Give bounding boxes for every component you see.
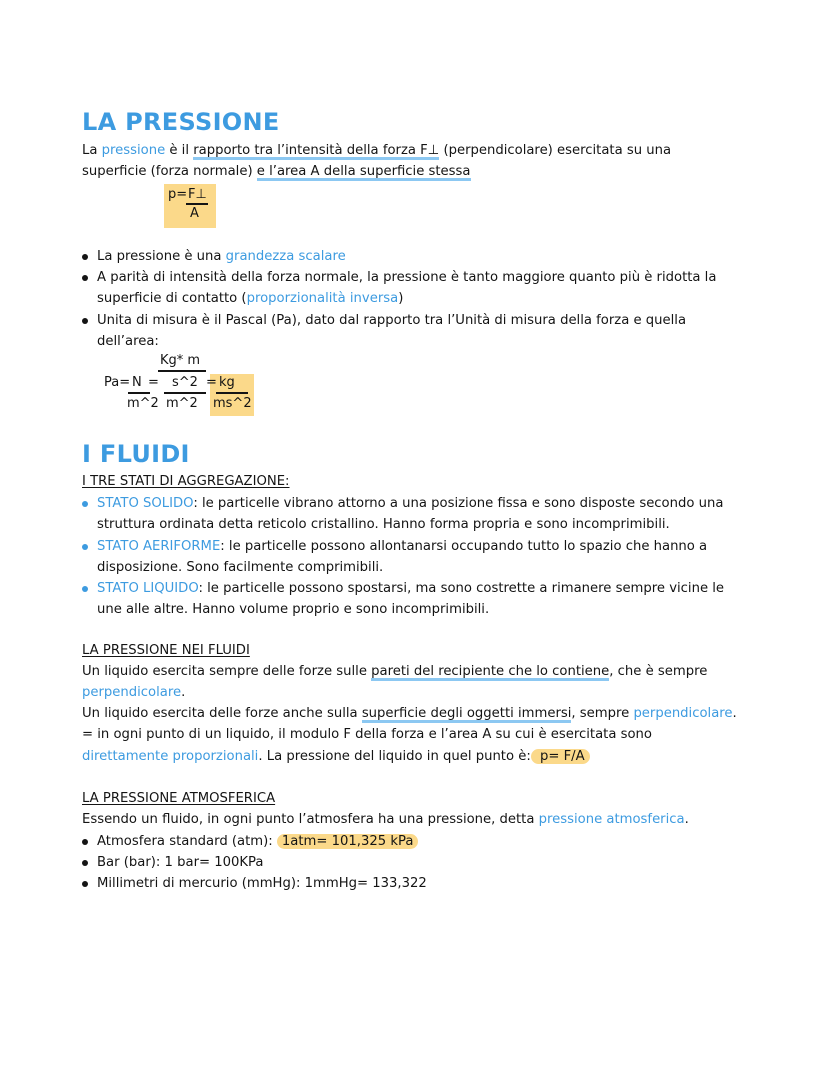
highlight-formula: p= F/A (531, 749, 590, 764)
term-pressione: pressione (101, 143, 166, 158)
text: ) (398, 291, 404, 306)
text: : le particelle possono spostarsi, ma sono costrette a rimanere sempre vicine le (198, 581, 725, 596)
bullet-icon (82, 318, 88, 324)
formula-numerator: F⊥ (188, 187, 207, 202)
paragraph-line (82, 683, 185, 703)
unit-kgm: Kg* m (160, 353, 201, 368)
text: Un liquido esercita sempre delle forze sulle (82, 664, 372, 679)
bullet-icon (82, 881, 88, 887)
text: : le particelle possono allontanarsi occupando tutto lo spazio che hanno a (220, 539, 708, 554)
bullet-icon (82, 501, 88, 507)
bullet-icon (82, 275, 88, 281)
unit-eq1: = (148, 375, 159, 390)
bullet-icon (82, 839, 88, 845)
text: . (732, 706, 737, 721)
unit-m2a: m^2 (127, 396, 159, 411)
text: Bar (bar): 1 bar= 100KPa (97, 855, 264, 870)
text: dell’area: (97, 334, 159, 349)
unit-m2b: m^2 (166, 396, 198, 411)
text: Unita di misura è il Pascal (Pa), dato dal rapporto tra l’Unità di misura della forza e quella (97, 313, 687, 328)
text: superficie di contatto ( (97, 291, 247, 306)
text: . La pressione del liquido in quel punto è: (258, 749, 531, 764)
unit-ms2: ms^2 (213, 396, 252, 411)
unit-s2: s^2 (172, 375, 198, 390)
underlined-text: superficie degli oggetti immersi (361, 706, 572, 721)
subtitle-stati: I TRE STATI DI AGGREGAZIONE: (82, 474, 290, 489)
text: Essendo un fluido, in ogni punto l’atmosfera ha una pressione, detta (82, 812, 539, 827)
term-stato-aeriforme: STATO AERIFORME (97, 539, 221, 554)
text: A parità di intensità della forza normale, la pressione è tanto maggiore quanto più è ridotta la (97, 270, 717, 285)
paragraph-line: = in ogni punto di un liquido, il modulo F della forza e l’area A su cui è esercitata sono (82, 727, 652, 742)
term-perpendicolare: perpendicolare (633, 706, 733, 721)
text: Un liquido esercita delle forze anche sulla (82, 706, 362, 721)
term-direttamente-proporzionali: direttamente proporzionali (82, 749, 259, 764)
fraction-line (158, 370, 206, 372)
fraction-line (128, 392, 150, 394)
text: , sempre (571, 706, 634, 721)
bullet-icon (82, 860, 88, 866)
bullet-icon (82, 586, 88, 592)
text: : le particelle vibrano attorno a una posizione fissa e sono disposte secondo una (193, 496, 724, 511)
text: , che è sempre (609, 664, 708, 679)
term-pressione-atmosferica: pressione atmosferica (538, 812, 685, 827)
unit-eq2: = (206, 375, 217, 390)
paragraph-line (82, 704, 737, 724)
underlined-text: rapporto tra l’intensità della forza F⊥ (193, 143, 440, 158)
unit-lhs: Pa= (104, 375, 131, 390)
term-stato-solido: STATO SOLIDO (97, 496, 194, 511)
fraction-line (164, 392, 206, 394)
formula-denominator: A (190, 206, 199, 221)
title-i-fluidi: I FLUIDI (82, 440, 190, 468)
unit-kg: kg (219, 375, 235, 390)
paragraph-line (82, 662, 707, 682)
fraction-line (186, 203, 208, 205)
text: superficie (forza normale) (82, 164, 257, 179)
unit-n: N (132, 375, 142, 390)
intro-line-1 (82, 141, 671, 161)
subtitle-pressione-fluidi: LA PRESSIONE NEI FLUIDI (82, 643, 250, 658)
term-proporzionalita-inversa: proporzionalità inversa (246, 291, 399, 306)
text: La pressione è una (97, 249, 226, 264)
intro-line-2 (82, 162, 471, 182)
underlined-text: pareti del recipiente che lo contiene (371, 664, 610, 679)
term-stato-liquido: STATO LIQUIDO (97, 581, 199, 596)
text: . (684, 812, 689, 827)
paragraph-line (82, 810, 689, 830)
text: (perpendicolare) esercitata su una (439, 143, 672, 158)
bullet-icon (82, 254, 88, 260)
fraction-line (216, 392, 248, 394)
term-grandezza-scalare: grandezza scalare (225, 249, 346, 264)
formula-lhs: p= (168, 187, 188, 202)
title-la-pressione: LA PRESSIONE (82, 108, 280, 136)
underlined-text: e l’area A della superficie stessa (256, 164, 471, 179)
text: une alle altre. Hanno volume proprio e sono incomprimibili. (97, 602, 490, 617)
text: . (181, 685, 186, 700)
term-perpendicolare: perpendicolare (82, 685, 182, 700)
text: disposizione. Sono facilmente comprimibili. (97, 560, 384, 575)
text: Atmosfera standard (atm): (97, 834, 277, 849)
highlight-atm: 1atm= 101,325 kPa (277, 834, 419, 849)
text: Millimetri di mercurio (mmHg): 1mmHg= 133,322 (97, 876, 427, 891)
bullet-icon (82, 544, 88, 550)
text: è il (165, 143, 194, 158)
subtitle-pressione-atmosferica: LA PRESSIONE ATMOSFERICA (82, 791, 276, 806)
text: struttura ordinata detta reticolo cristallino. Hanno forma propria e sono incomprimibili. (97, 517, 670, 532)
text: La (82, 143, 102, 158)
paragraph-line (82, 747, 590, 767)
